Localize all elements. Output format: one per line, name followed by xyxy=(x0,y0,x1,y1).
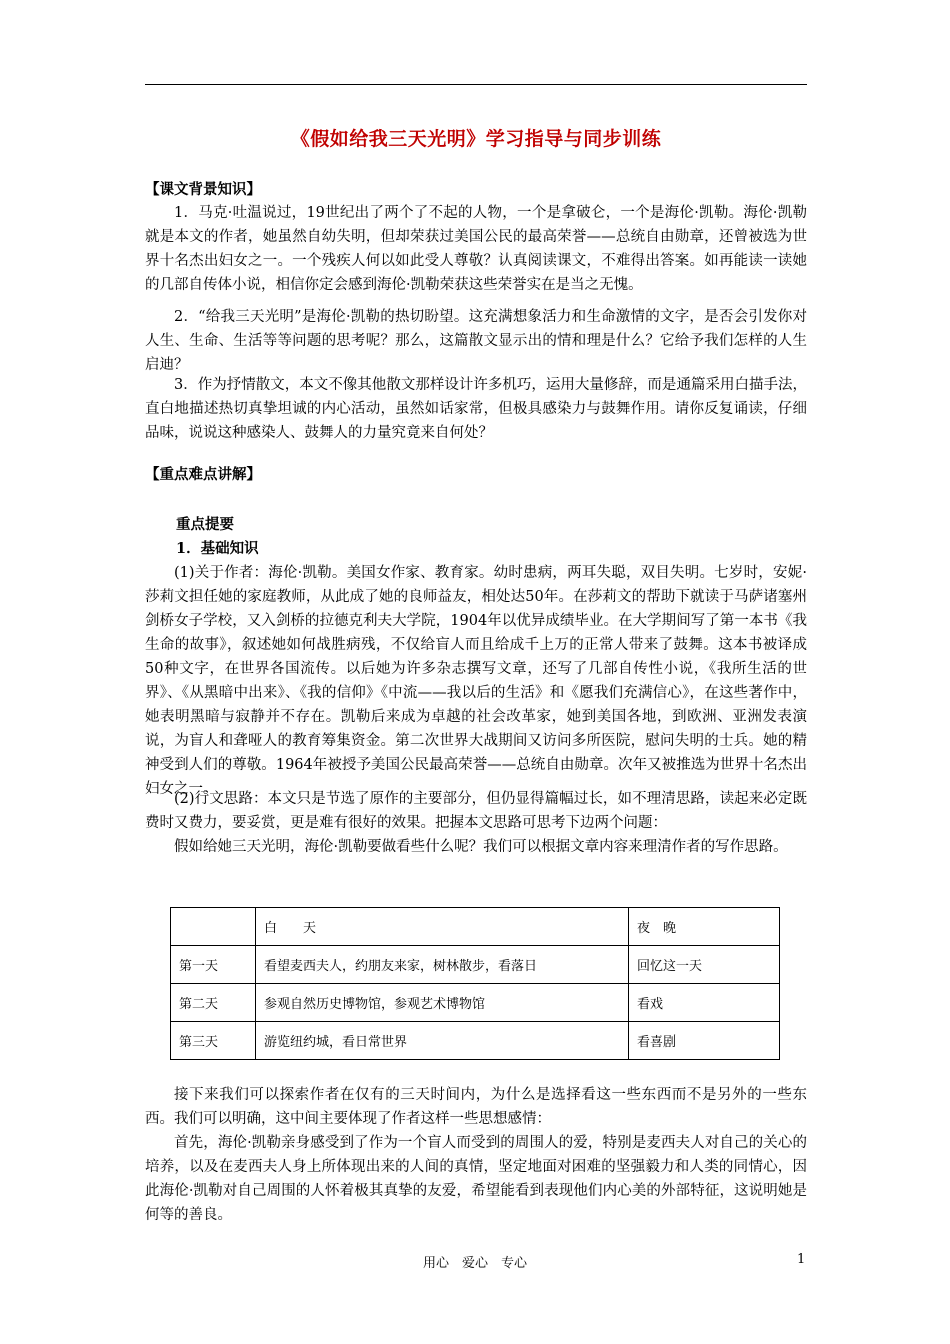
table-header-row xyxy=(171,908,780,946)
page-number: 1 xyxy=(797,1252,806,1267)
subheading-basic-knowledge: 1．基础知识 xyxy=(176,540,259,557)
table-row xyxy=(171,984,780,1022)
top-rule xyxy=(145,84,807,85)
table-cell: 回忆这一天 xyxy=(629,946,780,984)
table-cell: 第二天 xyxy=(171,984,256,1022)
table-cell: 参观自然历史博物馆，参观艺术博物馆 xyxy=(256,984,629,1022)
closing-paragraph-1: 接下来我们可以探索作者在仅有的三天时间内，为什么是选择看这一些东西而不是另外的一些东西。我们可以明确，这中间主要体现了作者这样一些思想感情： xyxy=(145,1087,807,1127)
table-cell: 看望麦西夫人，约朋友来家，树林散步，看落日 xyxy=(256,946,629,984)
table-header-cell: 白 天 xyxy=(256,908,629,946)
table-cell: 游览纽约城，看日常世界 xyxy=(256,1022,629,1060)
closing-paragraph-2: 首先，海伦·凯勒亲身感受到了作为一个盲人而受到的周围人的爱，特别是麦西夫人对自己的关心的培养，以及在麦西夫人身上所体现出来的人间的真情，坚定地面对困难的坚强毅力和人类的同情心，因此海伦·凯勒对自己周围的人怀着极其真挚的友爱，希望能看到表现他们内心美的外部特征，这说明她是何等的善良。 xyxy=(145,1135,807,1223)
table-cell: 第三天 xyxy=(171,1022,256,1060)
table-cell: 看戏 xyxy=(629,984,780,1022)
background-paragraph-3: 3．作为抒情散文，本文不像其他散文那样设计许多机巧，运用大量修辞，而是通篇采用白描手法，直白地描述热切真挚坦诚的内心活动，虽然如话家常，但极具感染力与鼓舞作用。请你反复诵读，仔细品味，说说这种感染人、鼓舞人的力量究竟来自何处？ xyxy=(145,377,807,441)
table-header-cell xyxy=(171,908,256,946)
section-heading-background: 【课文背景知识】 xyxy=(145,181,261,198)
table-row xyxy=(171,946,780,984)
structure-paragraph: (2)行文思路：本文只是节选了原作的主要部分，但仍显得篇幅过长，如不理清思路，读起来必定既费时又费力，要妥赏，更是难有很好的效果。把握本文思路可思考下边两个问题： xyxy=(145,791,807,831)
table-header-cell: 夜 晚 xyxy=(629,908,780,946)
page-title: 《假如给我三天光明》学习指导与同步训练 xyxy=(290,128,662,150)
subheading-key-summary: 重点提要 xyxy=(176,516,234,533)
table-cell: 看喜剧 xyxy=(629,1022,780,1060)
section-heading-key-points: 【重点难点讲解】 xyxy=(145,466,261,483)
background-paragraph-2: 2．“给我三天光明”是海伦·凯勒的热切盼望。这充满想象活力和生命激情的文字，是否会引发你对人生、生命、生活等等问题的思考呢？那么，这篇散文显示出的情和理是什么？它给予我们怎样的人生启迪？ xyxy=(145,309,807,373)
three-days-table xyxy=(170,907,780,1060)
footer-motto: 用心 爱心 专心 xyxy=(422,1256,527,1271)
question-paragraph: 假如给她三天光明，海伦·凯勒要做看些什么呢？我们可以根据文章内容来理清作者的写作思路。 xyxy=(174,839,788,855)
author-paragraph: (1)关于作者：海伦·凯勒。美国女作家、教育家。幼时患病，两耳失聪，双目失明。七岁时，安妮·莎莉文担任她的家庭教师，从此成了她的良师益友，相处达50年。在莎莉文的帮助下就读于马萨诸塞州剑桥女子学校，又入剑桥的拉德克利夫大学院，1904年以优异成绩毕业。在大学期间写了第一本书《我生命的故事》，叙述她如何战胜病残，不仅给盲人而且给成千上万的正常人带来了鼓舞。这本书被译成50种文字，在世界各国流传。以后她为许多杂志撰写文章，还写了几部自传性小说，《我所生活的世界》、《从黑暗中出来》、《我的信仰》《中流——我以后的生活》和《愿我们充满信心》，在这些著作中，她表明黑暗与寂静并不存在。凯勒后来成为卓越的社会改革家，她到美国各地，到欧洲、亚洲发表演说，为盲人和聋哑人的教育筹集资金。第二次世界大战期间又访问多所医院，慰问失明的士兵。她的精神受到人们的尊敬。1964年被授予美国公民最高荣誉——总统自由勋章。次年又被推选为世界十名杰出妇女之一。 xyxy=(145,565,807,797)
background-paragraph-1: 1．马克·吐温说过，19世纪出了两个了不起的人物，一个是拿破仑，一个是海伦·凯勒。海伦·凯勒就是本文的作者，她虽然自幼失明，但却荣获过美国公民的最高荣誉——总统自由勋章，还曾被选为世界十名杰出妇女之一。一个残疾人何以如此受人尊敬？认真阅读课文，不难得出答案。如再能读一读她的几部自传体小说，相信你定会感到海伦·凯勒荣获这些荣誉实在是当之无愧。 xyxy=(145,205,807,293)
table-row xyxy=(171,1022,780,1060)
table-cell: 第一天 xyxy=(171,946,256,984)
